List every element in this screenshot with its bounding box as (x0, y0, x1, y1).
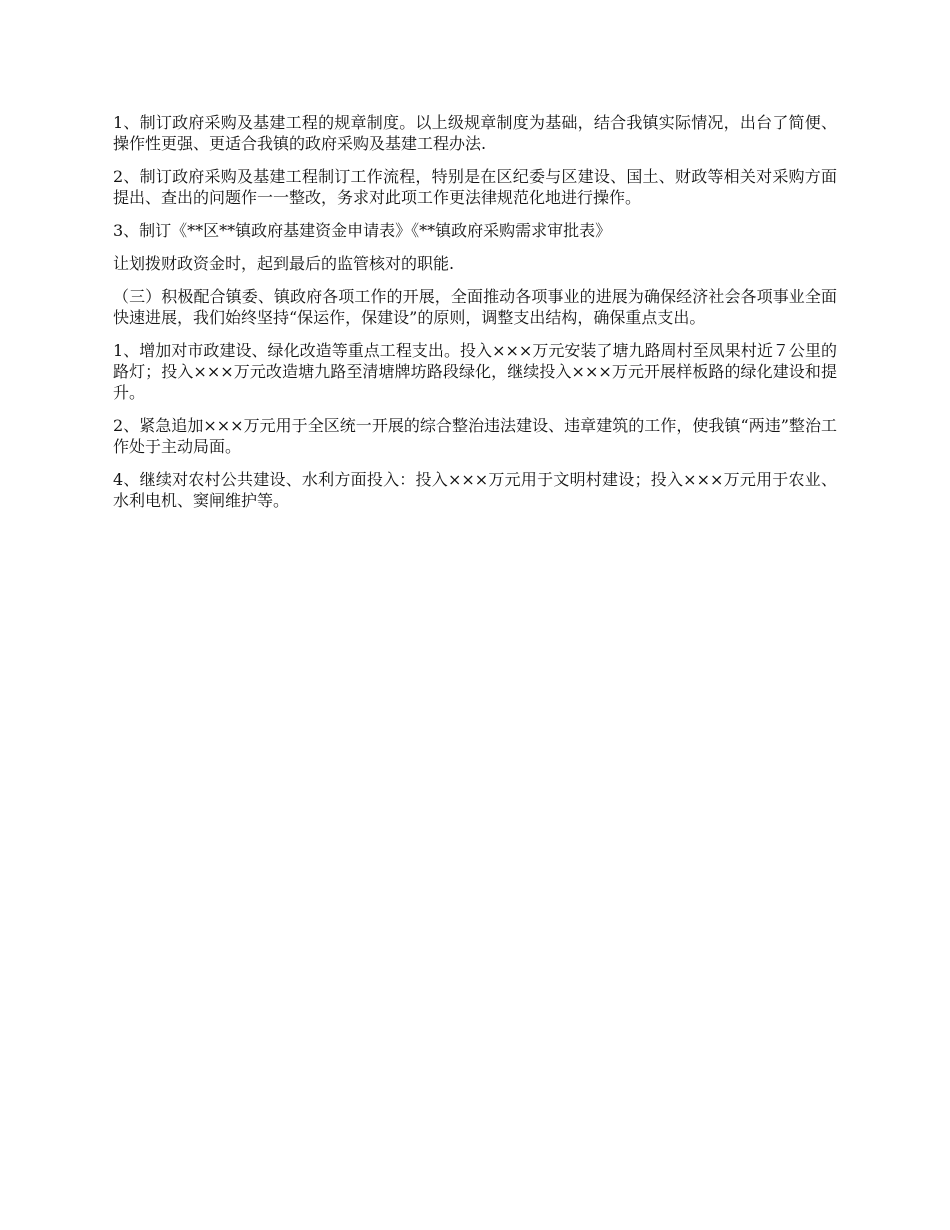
paragraph-illegal-building-remediation: 2、紧急追加×××万元用于全区统一开展的综合整治违法建设、违章建筑的工作，使我镇“两违”整治工作处于主动局面。 (113, 416, 837, 456)
document-body (113, 112, 837, 523)
paragraph-rural-water-investment: 4、继续对农村公共建设、水利方面投入：投入×××万元用于文明村建设；投入×××万元用于农业、水利电机、窦闸维护等。 (113, 470, 837, 510)
paragraph-procurement-workflow: 2、制订政府采购及基建工程制订工作流程，特别是在区纪委与区建设、国土、财政等相关对采购方面提出、查出的问题作一一整改，务求对此项工作更法律规范化地进行操作。 (113, 167, 837, 207)
paragraph-application-forms: 3、制订《**区**镇政府基建资金申请表》《**镇政府采购需求审批表》 (113, 221, 612, 240)
paragraph-municipal-construction: 1、增加对市政建设、绿化改造等重点工程支出。投入×××万元安装了塘九路周村至凤果村近７公里的路灯；投入×××万元改造塘九路至清塘牌坊路段绿化，继续投入×××万元开展样板路的绿化建设和提升。 (113, 341, 837, 402)
paragraph-fund-supervision: 让划拨财政资金时，起到最后的监管核对的职能. (113, 254, 455, 273)
paragraph-procurement-rules: 1、制订政府采购及基建工程的规章制度。以上级规章制度为基础，结合我镇实际情况，出台了简便、操作性更强、更适合我镇的政府采购及基建工程办法. (113, 113, 837, 153)
paragraph-section-three: （三）积极配合镇委、镇政府各项工作的开展，全面推动各项事业的进展为确保经济社会各项事业全面快速进展，我们始终坚持“保运作，保建设”的原则，调整支出结构，确保重点支出。 (113, 287, 837, 327)
